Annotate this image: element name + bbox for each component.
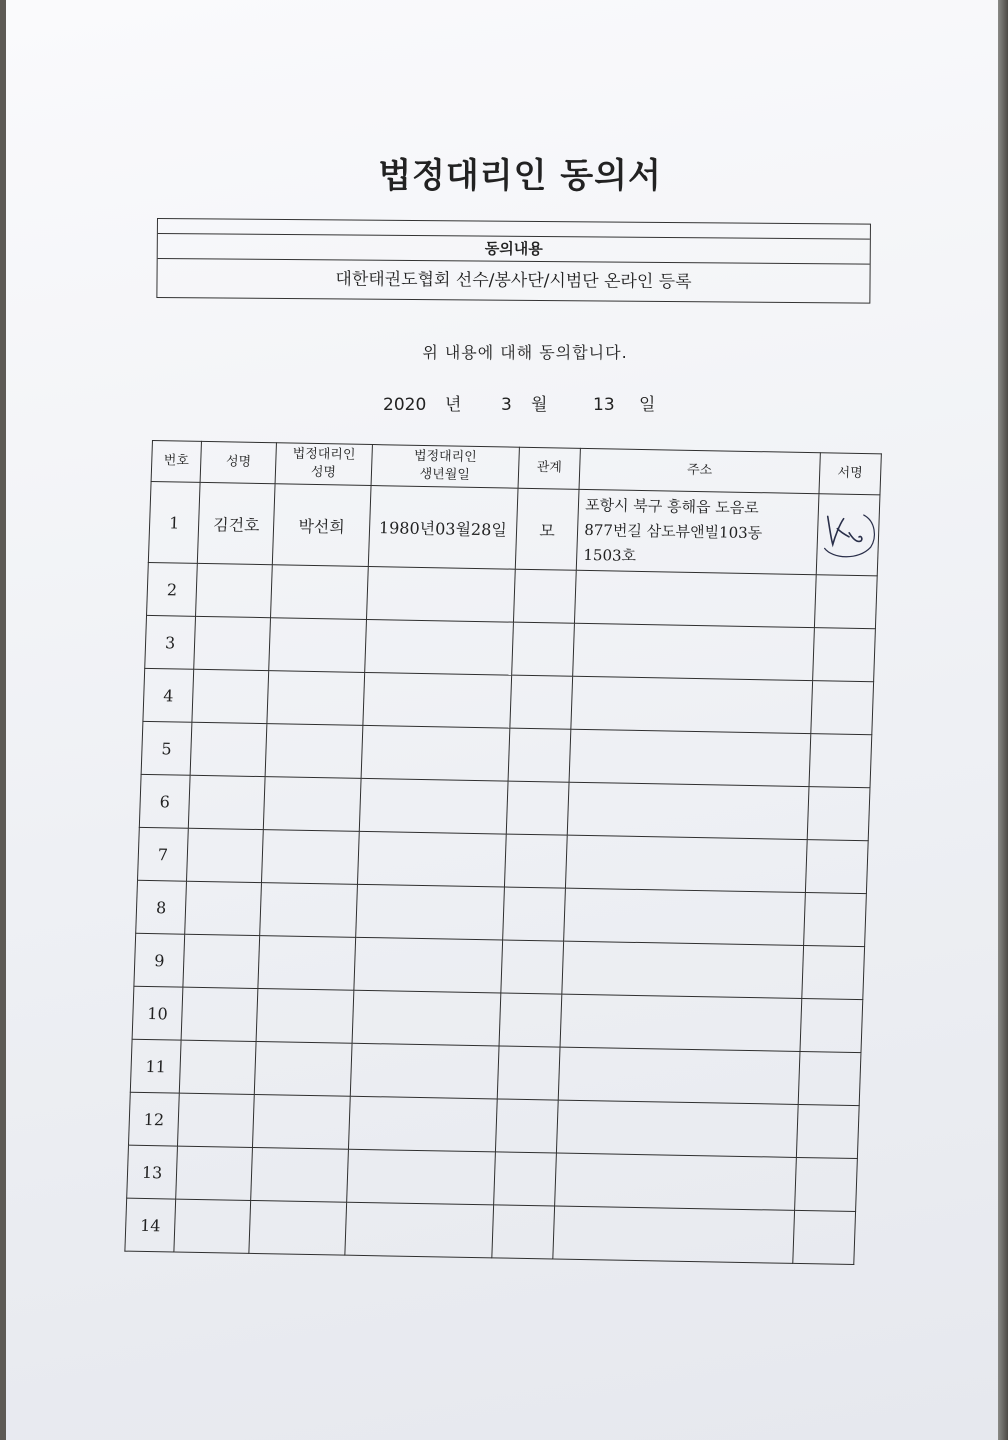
row-name — [190, 722, 267, 776]
row-name — [196, 563, 273, 617]
row-guardian-name — [251, 1147, 348, 1202]
row-signature — [800, 998, 863, 1052]
row-relation — [510, 675, 573, 729]
row-name — [194, 616, 271, 670]
row-signature — [814, 575, 877, 629]
header-guardian-birth-line2: 생년월일 — [419, 466, 471, 483]
row-signature — [816, 494, 880, 576]
row-guardian-birth — [357, 831, 506, 887]
row-relation — [492, 1205, 555, 1259]
header-number: 번호 — [151, 441, 202, 483]
row-guardian-name — [265, 724, 362, 779]
row-guardian-birth — [355, 884, 504, 940]
handwritten-signature — [818, 506, 878, 563]
row-relation — [503, 887, 566, 941]
row-guardian-birth — [346, 1149, 495, 1205]
row-address — [575, 570, 816, 627]
row-guardian-name — [264, 777, 361, 832]
row-address — [566, 835, 807, 892]
header-guardian-name — [275, 443, 372, 486]
row-signature — [798, 1051, 861, 1105]
row-guardian-name: 박선희 — [273, 484, 371, 567]
row-guardian-name — [249, 1200, 346, 1255]
row-address — [564, 888, 805, 945]
row-number: 12 — [128, 1092, 179, 1146]
address-line-1: 포항시 북구 흥해읍 도음로 — [584, 495, 760, 517]
registration-table — [124, 440, 882, 1265]
date-month: 3 — [501, 395, 512, 415]
row-relation — [494, 1152, 557, 1206]
row-guardian-birth — [353, 937, 502, 993]
row-address — [560, 994, 801, 1051]
row-signature — [807, 787, 870, 841]
row-guardian-name — [262, 830, 359, 885]
row-number: 4 — [143, 668, 194, 722]
header-guardian-name-line2: 성명 — [310, 464, 337, 481]
table-row — [148, 481, 880, 575]
row-guardian-name — [255, 1042, 352, 1097]
row-relation — [497, 1046, 560, 1100]
row-guardian-birth — [359, 778, 508, 834]
row-relation — [501, 940, 564, 994]
row-name — [174, 1199, 251, 1253]
row-guardian-birth — [352, 990, 501, 1046]
row-signature — [794, 1157, 857, 1211]
row-relation — [508, 728, 571, 782]
row-number: 11 — [130, 1039, 181, 1093]
row-address — [569, 729, 810, 786]
row-signature — [812, 628, 875, 682]
address-line-3: 1503호 — [583, 545, 637, 565]
row-name — [176, 1146, 253, 1200]
row-guardian-name — [256, 989, 353, 1044]
row-number: 2 — [147, 562, 198, 616]
row-address — [553, 1206, 794, 1263]
row-address — [576, 489, 818, 574]
row-number: 6 — [139, 774, 190, 828]
row-relation — [512, 622, 575, 676]
row-name — [192, 669, 269, 723]
row-name: 김건호 — [197, 482, 275, 564]
header-address: 주소 — [579, 448, 820, 493]
date-line — [383, 390, 655, 415]
row-guardian-name — [267, 671, 364, 726]
row-guardian-birth — [350, 1043, 499, 1099]
row-signature — [805, 840, 868, 894]
date-month-unit: 월 — [531, 395, 548, 415]
row-guardian-birth — [366, 566, 515, 622]
row-relation — [506, 781, 569, 835]
row-number: 8 — [136, 880, 187, 934]
document-title: 법정대리인 동의서 — [378, 156, 662, 196]
row-number: 13 — [127, 1145, 178, 1199]
background-edge — [998, 0, 1008, 1440]
row-name — [181, 987, 258, 1041]
row-guardian-name — [271, 565, 368, 620]
header-name: 성명 — [200, 441, 277, 483]
date-year: 2020 — [383, 395, 427, 415]
row-guardian-birth — [348, 1096, 497, 1152]
row-guardian-birth — [344, 1202, 493, 1258]
row-relation — [495, 1099, 558, 1153]
row-name — [188, 775, 265, 829]
date-day: 13 — [593, 395, 615, 415]
row-name — [179, 1040, 256, 1094]
row-relation: 모 — [515, 488, 579, 570]
row-number: 1 — [148, 481, 200, 563]
row-guardian-birth — [364, 619, 513, 675]
row-number: 7 — [138, 827, 189, 881]
header-guardian-birth-line1: 법정대리인 — [413, 448, 477, 465]
row-address — [571, 676, 812, 733]
header-guardian-name-line1: 법정대리인 — [292, 446, 356, 463]
date-day-unit: 일 — [639, 395, 656, 415]
row-relation — [513, 569, 576, 623]
row-guardian-birth — [361, 725, 510, 781]
address-line-2: 877번길 삼도뷰앤빌103동 — [583, 520, 763, 542]
row-address — [573, 623, 814, 680]
row-number: 9 — [134, 933, 185, 987]
row-address — [557, 1100, 798, 1157]
row-signature — [809, 734, 872, 788]
row-name — [183, 934, 260, 988]
row-guardian-birth: 1980년03월28일 — [368, 486, 518, 570]
row-address — [555, 1153, 796, 1210]
row-signature — [796, 1104, 859, 1158]
row-guardian-birth — [362, 672, 511, 728]
header-signature: 서명 — [819, 453, 882, 495]
consent-content-box — [156, 218, 871, 304]
row-guardian-name — [258, 936, 355, 991]
row-number: 14 — [125, 1198, 176, 1252]
consent-content-header: 동의내용 — [158, 234, 870, 265]
row-guardian-name — [253, 1094, 350, 1149]
row-name — [187, 828, 264, 882]
row-signature — [803, 893, 866, 947]
row-number: 10 — [132, 986, 183, 1040]
row-signature — [793, 1210, 856, 1264]
row-address — [562, 941, 803, 998]
row-address — [567, 782, 808, 839]
row-guardian-name — [260, 883, 357, 938]
row-address — [558, 1047, 799, 1104]
consent-content-text: 대한태권도협회 선수/봉사단/시범단 온라인 등록 — [335, 269, 692, 293]
row-signature — [802, 946, 865, 1000]
agree-statement: 위 내용에 대해 동의합니다. — [422, 343, 628, 362]
row-relation — [504, 834, 567, 888]
row-guardian-name — [269, 618, 366, 673]
row-name — [178, 1093, 255, 1147]
header-guardian-birth — [371, 445, 520, 489]
header-relation: 관계 — [518, 447, 581, 489]
row-signature — [811, 681, 874, 735]
row-number: 3 — [145, 615, 196, 669]
row-name — [185, 881, 262, 935]
date-year-unit: 년 — [445, 395, 462, 415]
row-relation — [499, 993, 562, 1047]
row-number: 5 — [141, 721, 192, 775]
